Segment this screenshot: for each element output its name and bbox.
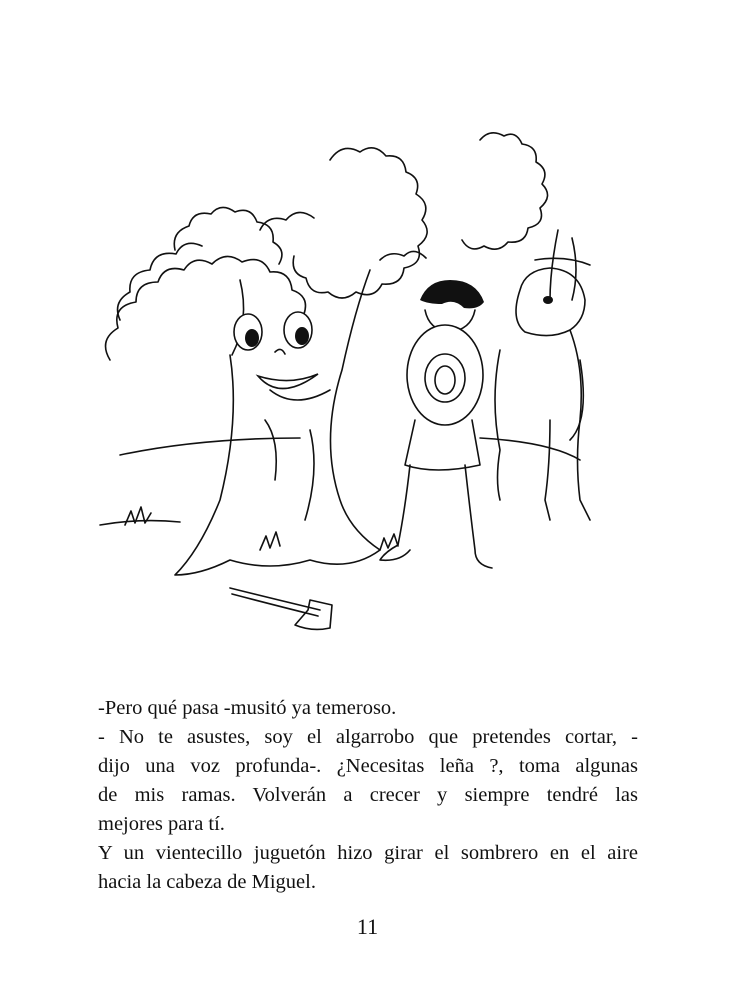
story-text <box>98 694 638 897</box>
story-line: - No te asustes, soy el algarrobo que pretendes cortar, - <box>98 726 638 748</box>
story-line: de mis ramas. Volverán a crecer y siempre tendré las <box>98 784 638 806</box>
ground-line-icon <box>120 438 580 460</box>
story-line: mejores para tí. <box>98 813 225 835</box>
tree-trunk-icon <box>175 270 380 575</box>
axe-icon <box>230 588 332 629</box>
grass-tuft-icon <box>125 507 151 525</box>
boy-icon <box>380 280 492 568</box>
grass-tuft-icon <box>260 532 280 550</box>
grass-tuft-icon <box>380 534 398 550</box>
tree-face-icon <box>234 312 318 389</box>
story-line: -Pero qué pasa -musitó ya temeroso. <box>98 697 397 719</box>
page-number: 11 <box>356 914 379 939</box>
story-line: dijo una voz profunda-. ¿Necesitas leña ?, toma algunas <box>98 755 638 777</box>
llama-icon <box>495 230 590 520</box>
story-line: hacia la cabeza de Miguel. <box>98 871 316 893</box>
tree-canopy-icon <box>106 133 548 360</box>
story-line: Y un vientecillo juguetón hizo girar el sombrero en el aire <box>98 842 638 864</box>
illustration-tree-boy-llama <box>80 120 640 650</box>
